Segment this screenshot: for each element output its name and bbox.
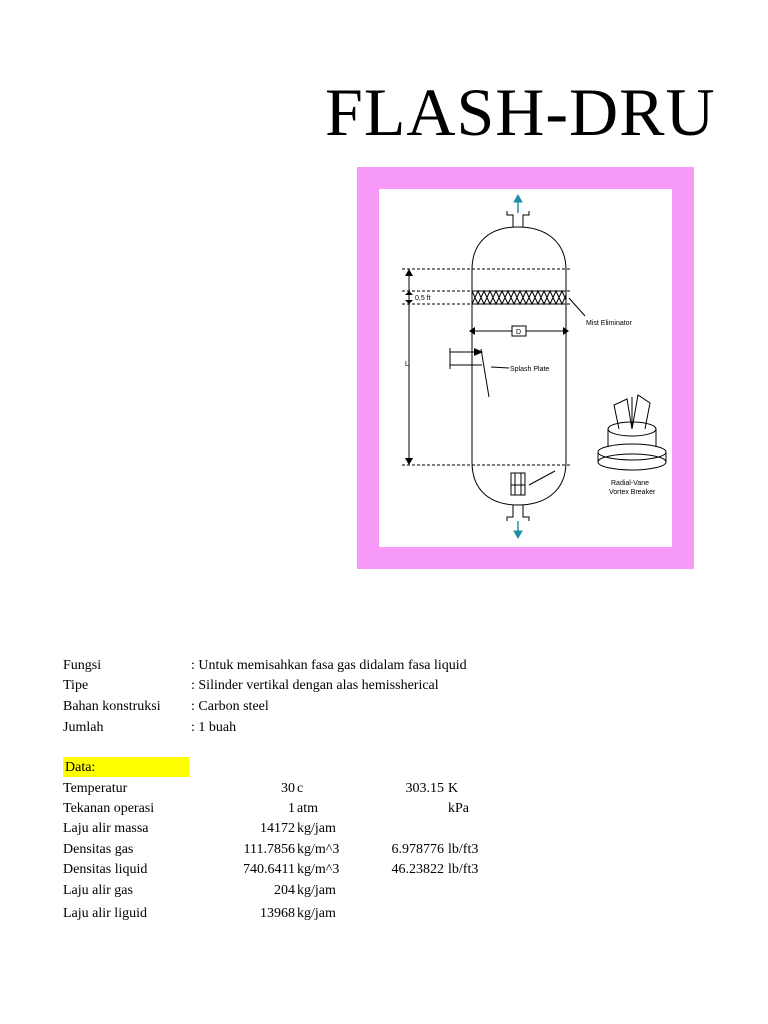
data-row-unit1: atm xyxy=(297,801,318,816)
data-row-value2: 46.23822 xyxy=(391,862,444,877)
data-row-name: Laju alir liguid xyxy=(63,906,147,921)
label-l: L xyxy=(405,361,409,368)
data-row-name: Densitas liquid xyxy=(63,862,148,877)
spec-value-bahan: : Carbon steel xyxy=(191,699,269,714)
flash-drum-diagram xyxy=(357,167,694,569)
page-title: FLASH-DRU xyxy=(325,74,716,150)
data-row-name: Tekanan operasi xyxy=(63,801,155,816)
data-row-name: Laju alir massa xyxy=(63,821,149,836)
data-row-unit1: kg/m^3 xyxy=(297,862,340,877)
spec-key-fungsi: Fungsi xyxy=(63,658,102,673)
data-row-name: Densitas gas xyxy=(63,842,134,857)
data-row-unit2: lb/ft3 xyxy=(448,862,479,877)
data-row-unit1: kg/jam xyxy=(297,821,336,836)
data-row-unit2: K xyxy=(448,781,459,796)
data-row-name: Temperatur xyxy=(63,781,128,796)
data-row-name: Laju alir gas xyxy=(63,883,133,898)
data-row-value1: 1 xyxy=(288,801,295,816)
label-splash-plate: Splash Plate xyxy=(510,366,550,373)
data-row-value1: 111.7856 xyxy=(243,842,295,857)
spec-value-tipe: : Silinder vertikal dengan alas hemissherical xyxy=(191,678,439,693)
data-row-value1: 204 xyxy=(274,883,295,898)
spec-key-bahan: Bahan konstruksi xyxy=(63,699,161,714)
spec-key-tipe: Tipe xyxy=(63,678,89,693)
data-row-value1: 14172 xyxy=(260,821,295,836)
data-row-value2: 303.15 xyxy=(405,781,444,796)
data-row-unit1: c xyxy=(297,781,304,796)
label-05ft: 0,5 ft xyxy=(415,295,431,302)
data-row-value1: 740.6411 xyxy=(243,862,295,877)
spec-value-fungsi: : Untuk memisahkan fasa gas didalam fasa liquid xyxy=(191,658,467,673)
data-label: Data: xyxy=(65,760,96,775)
data-row-unit1: kg/jam xyxy=(297,906,336,921)
data-row-value1: 30 xyxy=(281,781,295,796)
label-d: D xyxy=(516,329,522,336)
data-row-unit2: lb/ft3 xyxy=(448,842,479,857)
label-vortex-line1: Radial-Vane xyxy=(611,480,650,487)
spec-key-jumlah: Jumlah xyxy=(63,720,104,735)
data-row-value1: 13968 xyxy=(260,906,295,921)
data-row-unit1: kg/jam xyxy=(297,883,336,898)
data-row-value2: 6.978776 xyxy=(391,842,444,857)
data-row-unit1: kg/m^3 xyxy=(297,842,340,857)
label-vortex-line2: Vortex Breaker xyxy=(609,489,656,496)
spec-value-jumlah: : 1 buah xyxy=(191,720,237,735)
label-mist-eliminator: Mist Eliminator xyxy=(586,320,632,327)
data-row-unit2: kPa xyxy=(448,801,469,816)
